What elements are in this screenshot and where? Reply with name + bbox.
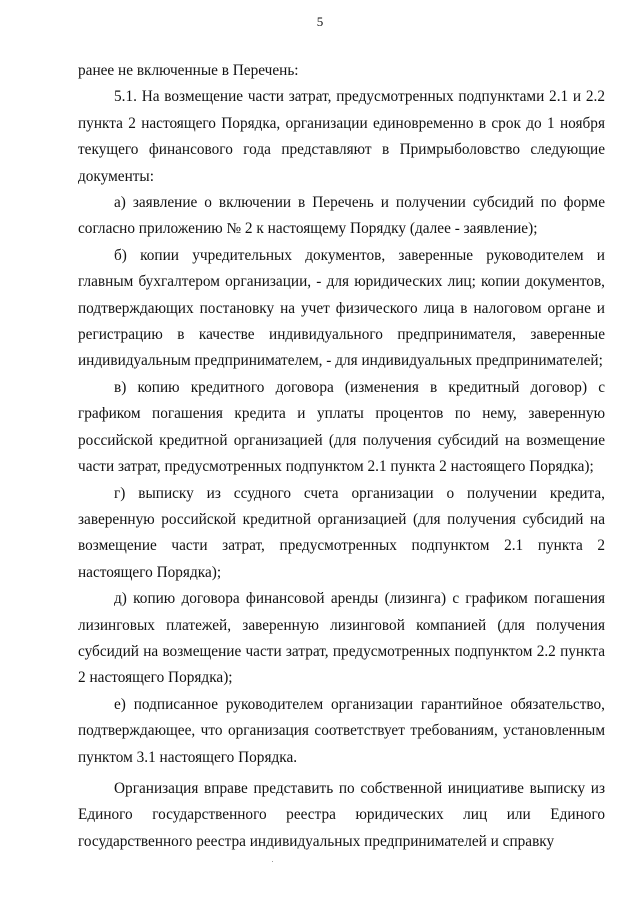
paragraph-5-1: 5.1. На возмещение части затрат, предусмотренных подпунктами 2.1 и 2.2 пункта 2 настоящего Порядка, организации единовременно в срок до 1 ноября текущего финансового года представляют в Примрыболовство следующие документы: — [78, 88, 605, 185]
paragraph-organization: Организация вправе представить по собственной инициативе выписку из Единого государственного реестра юридических лиц или Единого государственного реестра индивидуальных предпринимателей и справку — [78, 779, 605, 850]
paragraph-item-b: б) копии учредительных документов, заверенные руководителем и главным бухгалтером организации, - для юридических лиц; копии документов, подтверждающих постановку на учет физического лица в налоговом органе и регистрацию в качестве индивидуального предпринимателя, заверенные индивидуальным предпринимателем, - для индивидуальных предпринимателей; — [78, 246, 605, 370]
paragraph-item-e: е) подписанное руководителем организации гарантийное обязательство, подтверждающее, что организация соответствует требованиям, установленным пунктом 3.1 настоящего Порядка. — [78, 695, 605, 766]
paragraph-intro: ранее не включенные в Перечень: — [78, 62, 299, 79]
paragraph-item-a: а) заявление о включении в Перечень и получении субсидий по форме согласно приложению № 2 к настоящему Порядку (далее - заявление); — [78, 194, 605, 238]
scan-speck — [272, 861, 273, 862]
document-body — [78, 58, 605, 855]
page-number: 5 — [316, 14, 324, 29]
paragraph-item-d: д) копию договора финансовой аренды (лизинга) с графиком погашения лизинговых платежей, заверенную лизинговой компанией (для получения субсидий на возмещение части затрат, предусмотренных подпунктом 2.2 пункта 2 настоящего Порядка); — [78, 590, 605, 687]
paragraph-item-g: г) выписку из ссудного счета организации о получении кредита, заверенную российской кредитной организацией (для получения субсидий на возмещение части затрат, предусмотренных подпунктом 2.1 пункта 2 настоящего Порядка); — [78, 484, 605, 581]
paragraph-item-v: в) копию кредитного договора (изменения в кредитный договор) с графиком погашения кредита и уплаты процентов по нему, заверенную российской кредитной организацией (для получения субсидий на возмещение части затрат, предусмотренных подпунктом 2.1 пункта 2 настоящего Порядка); — [78, 378, 605, 476]
